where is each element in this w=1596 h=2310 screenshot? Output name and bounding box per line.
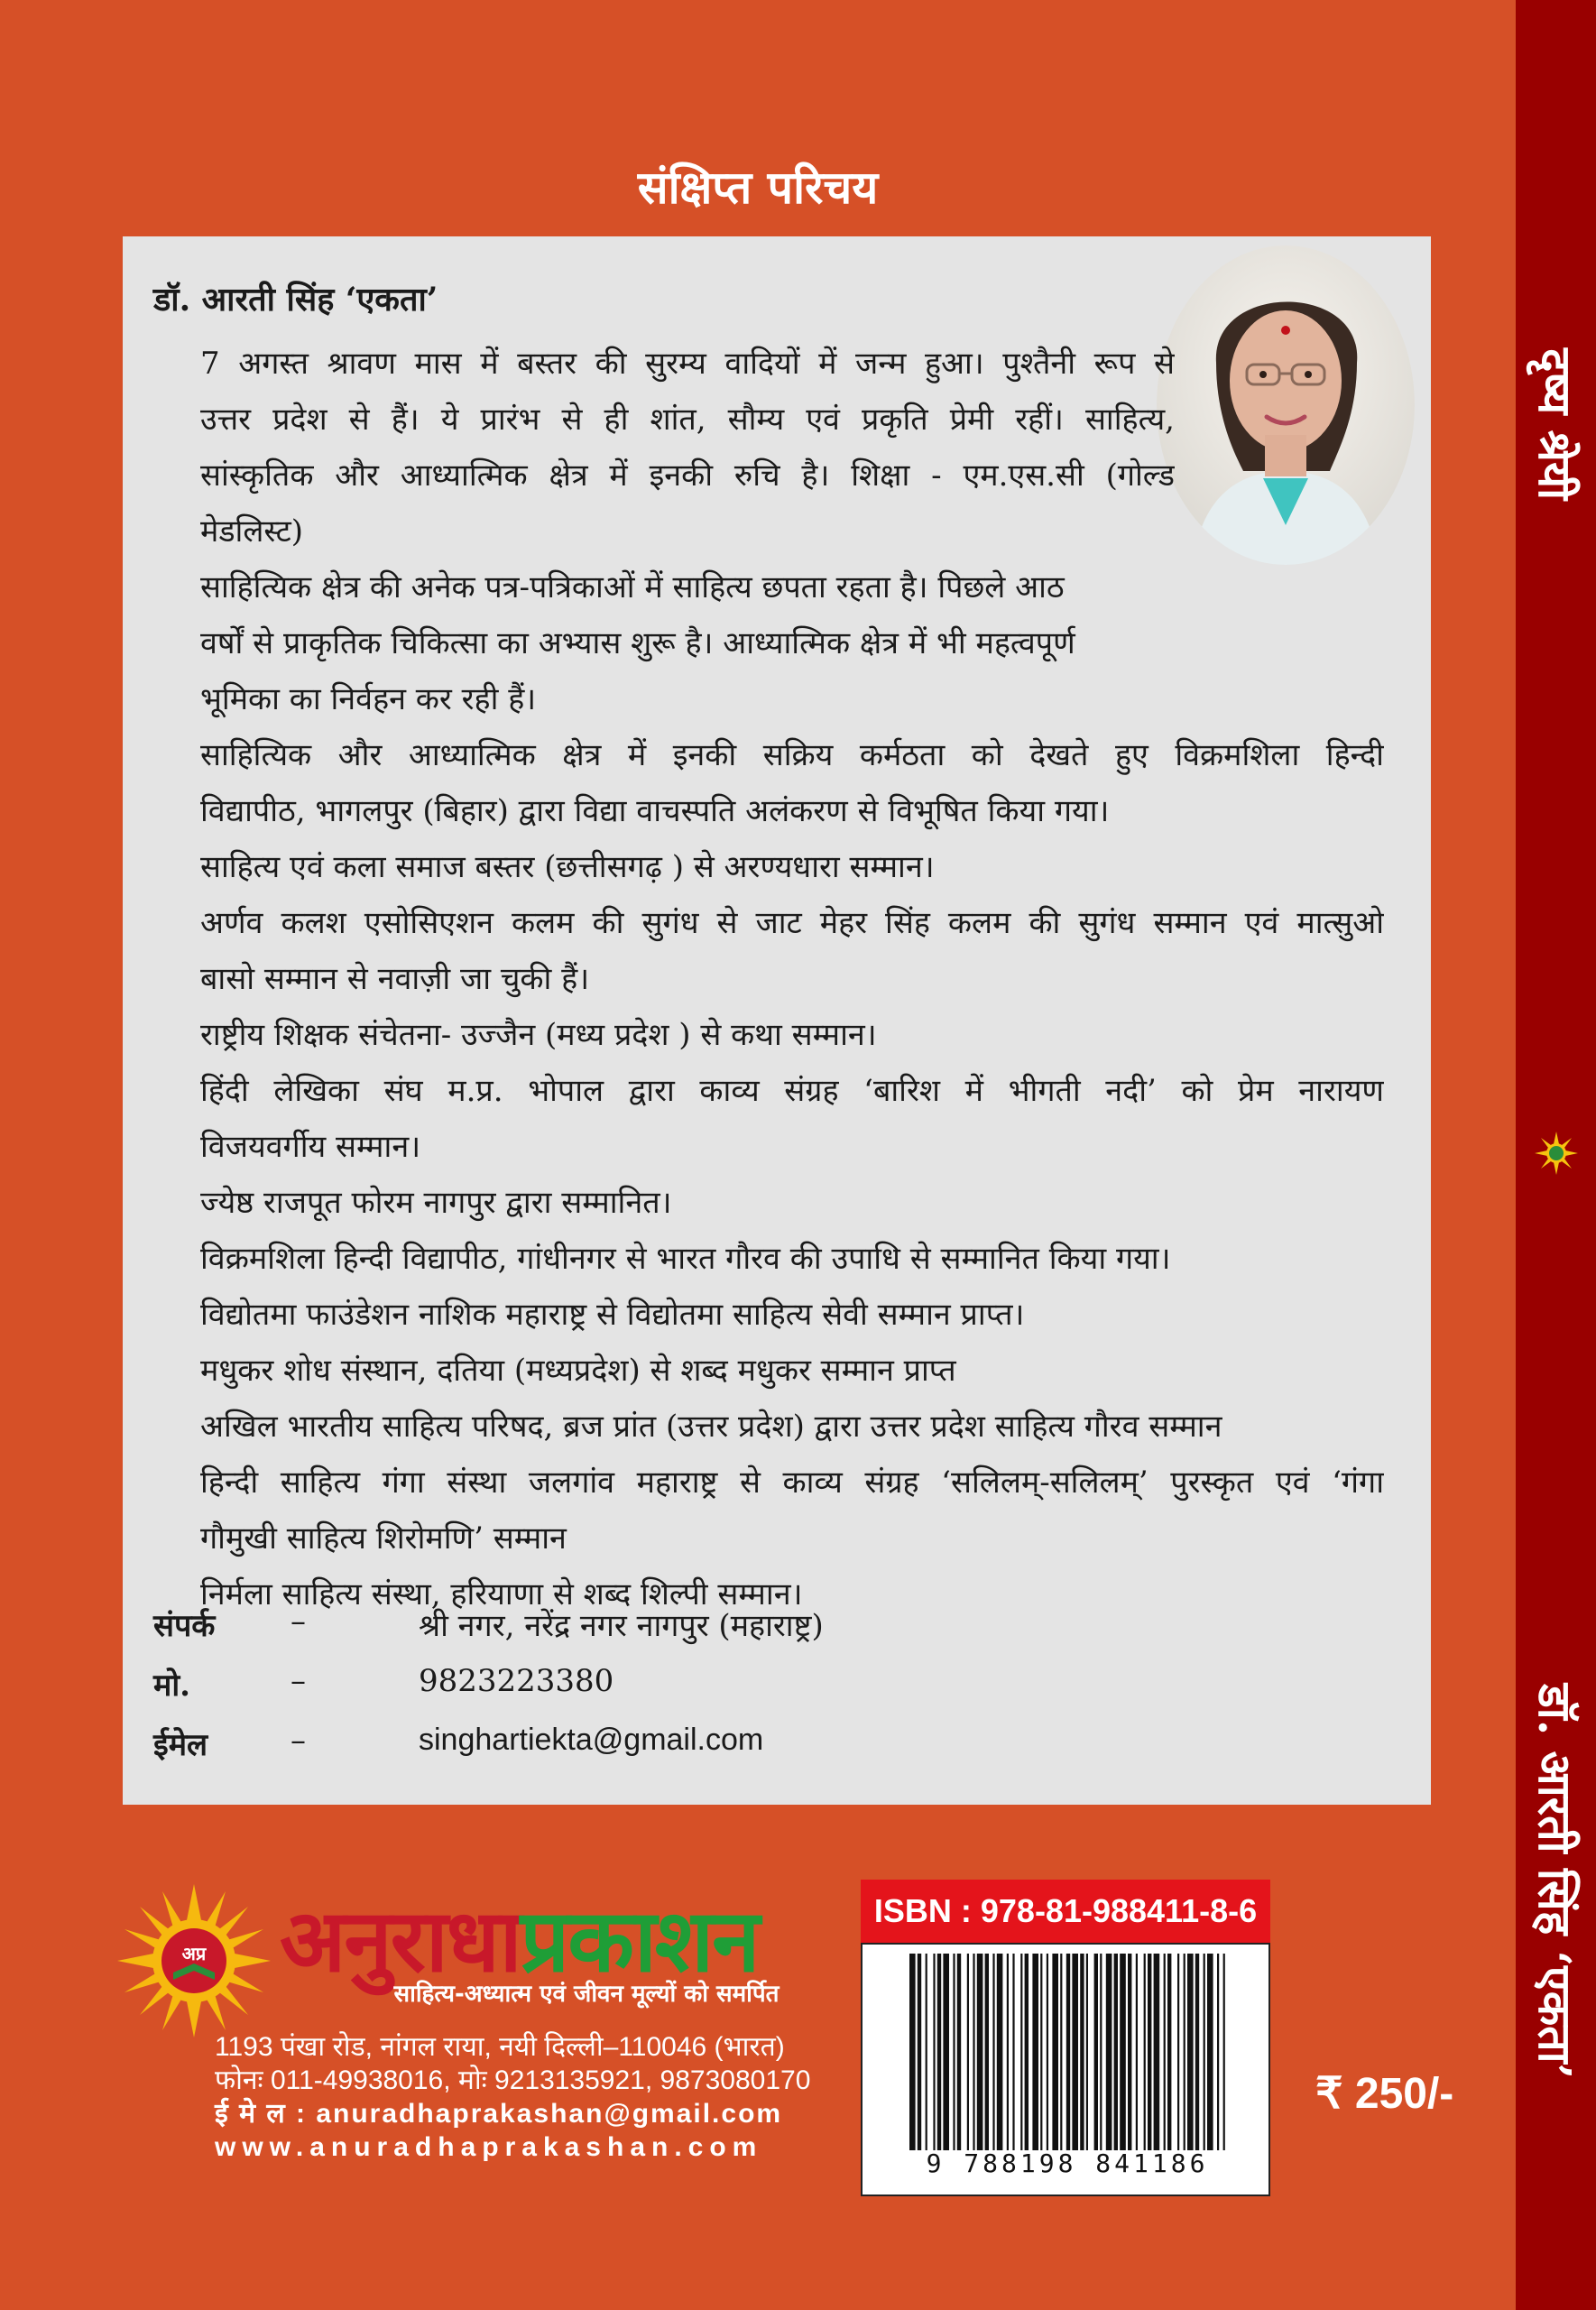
barcode-bar	[1060, 1954, 1062, 2150]
barcode-bar	[1020, 1954, 1022, 2150]
barcode-bar	[985, 1954, 989, 2150]
barcode-bar	[1120, 1954, 1126, 2150]
bio-line: सांस्कृतिक और आध्यात्मिक क्षेत्र में इनकी रुचि है। शिक्षा - एम.एस.सी (गोल्ड	[200, 457, 1175, 494]
price: ₹ 250/-	[1315, 2070, 1454, 2118]
barcode-bar	[957, 1954, 961, 2150]
bio-panel	[123, 236, 1431, 1805]
email-value: singhartiekta@gmail.com	[419, 1723, 764, 1757]
barcode-bar	[1066, 1954, 1070, 2150]
barcode-bar	[1100, 1954, 1102, 2150]
bio-line: अखिल भारतीय साहित्य परिषद, ब्रज प्रांत (उत्तर प्रदेश) द्वारा उत्तर प्रदेश साहित्य गौरव सम्मान	[200, 1409, 1222, 1445]
contact-mobile-row	[153, 1663, 1398, 1723]
barcode-bar	[1072, 1954, 1078, 2150]
bio-line: मेडलिस्ट)	[200, 513, 304, 550]
barcode-bar	[926, 1954, 927, 2150]
barcode-bar	[992, 1954, 994, 2150]
address-dash: –	[291, 1603, 306, 1640]
barcode-bar	[1223, 1954, 1225, 2150]
publisher-address	[215, 2030, 936, 2164]
barcode-bar	[1047, 1954, 1048, 2150]
barcode-bar	[1032, 1954, 1038, 2150]
barcode-bar	[967, 1954, 969, 2150]
barcode-bar	[997, 1954, 1003, 2150]
contact-email-row	[153, 1723, 1398, 1782]
barcode-bar	[953, 1954, 955, 2150]
barcode-bar	[1128, 1954, 1131, 2150]
email-dash: –	[291, 1723, 306, 1759]
barcode-bar	[909, 1954, 916, 2150]
book-spine	[1516, 0, 1596, 2310]
mobile-dash: –	[291, 1663, 306, 1699]
bio-line: हिन्दी साहित्य गंगा संस्था जलगांव महाराष्ट्र से काव्य संग्रह ‘सलिलम्-सलिलम्’ पुरस्कृत एवं ‘गंगा	[200, 1465, 1384, 1501]
barcode-bar	[1040, 1954, 1042, 2150]
barcode-bar	[1177, 1954, 1179, 2150]
bio-line: उत्तर प्रदेश से हैं। ये प्रारंभ से ही शांत, सौम्य एवं प्रकृति प्रेमी रहीं। साहित्य,	[200, 402, 1175, 438]
publisher-block	[117, 1884, 839, 2173]
isbn-label: ISBN : 978-81-988411-8-6	[861, 1880, 1270, 1943]
barcode-bar	[1167, 1954, 1171, 2150]
barcode-bar	[1144, 1954, 1146, 2150]
barcode-bar	[1217, 1954, 1219, 2150]
barcode-bar	[943, 1954, 949, 2150]
barcode-bar	[1195, 1954, 1199, 2150]
publisher-address-line: 1193 पंखा रोड, नांगल राया, नयी दिल्ली–110046 (भारत)	[215, 2032, 785, 2062]
address-value: श्री नगर, नरेंद्र नगर नागपुर (महाराष्ट्र)	[419, 1608, 824, 1644]
contact-details	[153, 1603, 1398, 1782]
mobile-label: मो.	[153, 1668, 190, 1704]
bio-line: हिंदी लेखिका संघ म.प्र. भोपाल द्वारा काव्य संग्रह ‘बारिश में भीगती नदी’ को प्रेम नारायण	[200, 1073, 1384, 1109]
bio-line: साहित्य एवं कला समाज बस्तर (छत्तीसगढ़ ) से अरण्यधारा सम्मान।	[200, 849, 935, 885]
bio-line: 7 अगस्त श्रावण मास में बस्तर की सुरम्य वादियों में जन्म हुआ। पुश्तैनी रूप से	[200, 346, 1175, 382]
barcode-bar	[1025, 1954, 1029, 2150]
barcode-bar	[1106, 1954, 1112, 2150]
publisher-email-line: ई मे ल : anuradhaprakashan@gmail.com	[215, 2099, 783, 2129]
email-label: ईमेल	[153, 1727, 208, 1763]
publisher-tagline: साहित्य-अध्यात्म एवं जीवन मूल्यों को समर्पित	[393, 1981, 780, 2008]
bio-line: विद्यापीठ, भागलपुर (बिहार) द्वारा विद्या वाचस्पति अलंकरण से विभूषित किया गया।	[200, 793, 1110, 829]
bio-line: विद्योतमा फाउंडेशन नाशिक महाराष्ट्र से विद्योतमा साहित्य सेवी सम्मान प्राप्त।	[200, 1297, 1025, 1333]
publisher-sun-logo-icon	[117, 1884, 271, 2037]
author-name: डॉ. आरती सिंह ‘एकता’	[153, 281, 438, 319]
barcode-bar	[1148, 1954, 1151, 2150]
spine-title: दृष्य श्रेयी	[1527, 347, 1582, 501]
barcode-bar	[1187, 1954, 1194, 2150]
barcode-bar	[918, 1954, 921, 2150]
barcode-bar	[973, 1954, 974, 2150]
publisher-name-part1: अनुराधा	[280, 1890, 521, 1991]
bio-body	[200, 336, 1384, 1622]
barcode-bars	[909, 1954, 1225, 2150]
barcode-bar	[1154, 1954, 1160, 2150]
spine-author: डॉ. आरती सिंह ‘एकता’	[1527, 1684, 1582, 2079]
bio-line: राष्ट्रीय शिक्षक संचेतना- उज्जैन (मध्य प्रदेश ) से कथा सम्मान।	[200, 1017, 877, 1053]
bio-line: बासो सम्मान से नवाज़ी जा चुकी हैं।	[200, 961, 590, 997]
barcode-bar	[1080, 1954, 1084, 2150]
bio-line: ज्येष्ठ राजपूत फोरम नागपुर द्वारा सम्मानित।	[200, 1185, 672, 1221]
barcode	[861, 1943, 1270, 2196]
bio-line: वर्षों से प्राकृतिक चिकित्सा का अभ्यास शुरू है। आध्यात्मिक क्षेत्र में भी महत्वपूर्ण	[200, 625, 1075, 661]
address-label: संपर्क	[153, 1608, 216, 1644]
publisher-logo-text: अप्र	[181, 1943, 207, 1964]
publisher-phone-line: फोनः 011-49938016, मोः 9213135921, 9873080170	[215, 2065, 811, 2095]
barcode-bar	[1086, 1954, 1088, 2150]
barcode-bar	[977, 1954, 983, 2150]
barcode-bar	[1007, 1954, 1009, 2150]
bio-line: विक्रमशिला हिन्दी विद्यापीठ, गांधीनगर से भारत गौरव की उपाधि से सम्मानित किया गया।	[200, 1241, 1171, 1277]
bio-line: भूमिका का निर्वहन कर रही हैं।	[200, 681, 537, 717]
publisher-website-line: www.anuradhaprakashan.com	[215, 2132, 763, 2162]
barcode-bar	[1136, 1954, 1138, 2150]
isbn-block	[861, 1880, 1270, 2194]
sun-logo-icon	[1535, 1132, 1578, 1175]
barcode-bar	[1164, 1954, 1166, 2150]
mobile-value: 9823223380	[419, 1663, 614, 1699]
barcode-bar	[1184, 1954, 1185, 2150]
barcode-bar	[1094, 1954, 1098, 2150]
bio-line: साहित्यिक और आध्यात्मिक क्षेत्र में इनकी सक्रिय कर्मठता को देखते हुए विक्रमशिला हिन्दी	[200, 737, 1384, 773]
barcode-bar	[933, 1954, 935, 2150]
barcode-bar	[1012, 1954, 1014, 2150]
barcode-bar	[1204, 1954, 1205, 2150]
bio-line: गौमुखी साहित्य शिरोमणि’ सम्मान	[200, 1520, 567, 1557]
bio-line: निर्मला साहित्य संस्था, हरियाणा से शब्द शिल्पी सम्मान।	[200, 1576, 803, 1612]
publisher-name-part2: प्रकाशन	[520, 1890, 759, 1991]
barcode-bar	[1052, 1954, 1058, 2150]
barcode-digits: 9 788198 841186	[926, 2148, 1209, 2178]
contact-address-row	[153, 1603, 1398, 1663]
bio-line: अर्णव कलश एसोसिएशन कलम की सुगंध से जाट मेहर सिंह कलम की सुगंध सम्मान एवं मात्सुओ	[200, 905, 1384, 941]
bio-line: विजयवर्गीय सम्मान।	[200, 1129, 421, 1165]
barcode-bar	[937, 1954, 941, 2150]
barcode-bar	[1207, 1954, 1213, 2150]
page-title: संक्षिप्त परिचय	[637, 161, 879, 214]
bio-line: मधुकर शोध संस्थान, दतिया (मध्यप्रदेश) से शब्द मधुकर सम्मान प्राप्त	[200, 1353, 956, 1389]
barcode-bar	[1114, 1954, 1118, 2150]
bio-line: साहित्यिक क्षेत्र की अनेक पत्र-पत्रिकाओं में साहित्य छपता रहता है। पिछले आठ	[200, 569, 1065, 605]
